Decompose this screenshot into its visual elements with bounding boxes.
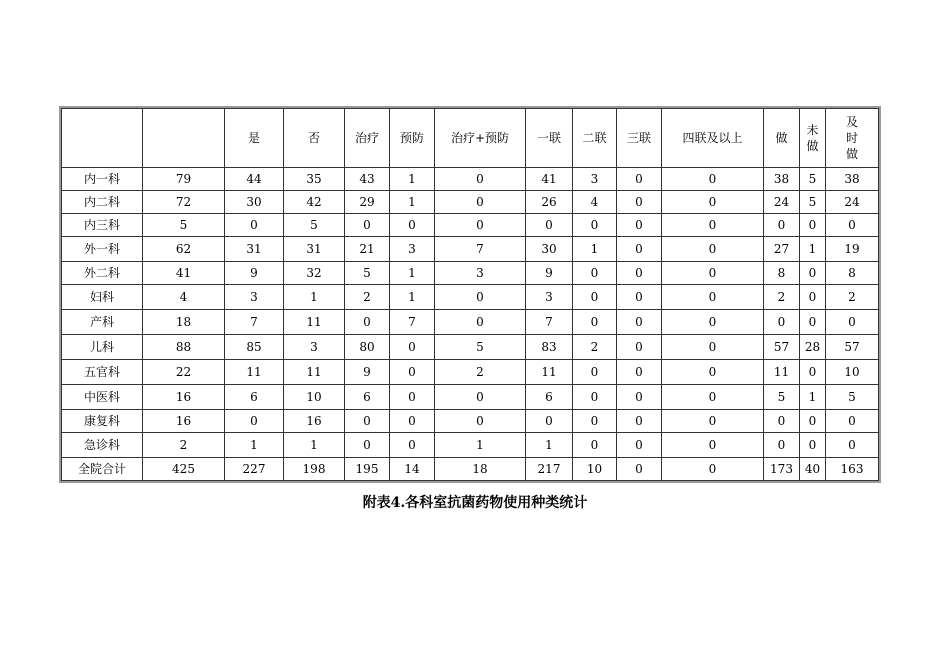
value-cell: 5 (800, 191, 826, 214)
value-cell: 173 (764, 458, 800, 481)
value-cell: 0 (662, 385, 764, 410)
value-cell: 7 (435, 237, 526, 262)
value-cell: 41 (526, 168, 573, 191)
department-cell: 外二科 (61, 262, 143, 285)
value-cell: 0 (662, 168, 764, 191)
value-cell: 1 (390, 262, 435, 285)
value-cell: 0 (800, 214, 826, 237)
value-cell: 0 (435, 285, 526, 310)
table-row (61, 237, 879, 262)
value-cell: 0 (617, 262, 662, 285)
value-cell: 0 (800, 310, 826, 335)
value-cell: 0 (390, 410, 435, 433)
value-cell: 0 (617, 237, 662, 262)
value-cell: 0 (826, 433, 879, 458)
value-cell: 5 (800, 168, 826, 191)
value-cell: 227 (225, 458, 284, 481)
value-cell: 1 (390, 285, 435, 310)
value-cell: 26 (526, 191, 573, 214)
value-cell: 10 (826, 360, 879, 385)
value-cell: 8 (826, 262, 879, 285)
table-row (61, 410, 879, 433)
value-cell: 27 (764, 237, 800, 262)
value-cell: 8 (764, 262, 800, 285)
value-cell: 1 (390, 191, 435, 214)
value-cell: 0 (573, 410, 617, 433)
value-cell: 0 (617, 310, 662, 335)
value-cell: 88 (143, 335, 225, 360)
value-cell: 24 (826, 191, 879, 214)
value-cell: 40 (800, 458, 826, 481)
header-cell: 治疗+预防 (435, 108, 526, 168)
value-cell: 1 (800, 385, 826, 410)
table-caption: 附表4.各科室抗菌药物使用种类统计 (362, 495, 588, 511)
table-row (61, 360, 879, 385)
value-cell: 4 (143, 285, 225, 310)
value-cell: 0 (390, 214, 435, 237)
header-cell-weizuo (800, 108, 826, 168)
header-cell: 二联 (573, 108, 617, 168)
value-cell: 5 (826, 385, 879, 410)
value-cell: 0 (573, 285, 617, 310)
value-cell: 11 (284, 360, 345, 385)
value-cell: 0 (662, 458, 764, 481)
header-cell: 四联及以上 (662, 108, 764, 168)
department-cell: 中医科 (61, 385, 143, 410)
value-cell: 1 (284, 285, 345, 310)
value-cell: 41 (143, 262, 225, 285)
department-cell: 妇科 (61, 285, 143, 310)
value-cell: 0 (435, 385, 526, 410)
value-cell: 0 (617, 285, 662, 310)
value-cell: 6 (225, 385, 284, 410)
value-cell: 0 (617, 191, 662, 214)
value-cell: 0 (800, 360, 826, 385)
value-cell: 4 (573, 191, 617, 214)
value-cell: 0 (573, 360, 617, 385)
department-cell: 内二科 (61, 191, 143, 214)
value-cell: 28 (800, 335, 826, 360)
value-cell: 31 (225, 237, 284, 262)
header-char: 做 (845, 147, 858, 161)
value-cell: 10 (284, 385, 345, 410)
value-cell: 1 (284, 433, 345, 458)
table-row (61, 214, 879, 237)
value-cell: 0 (800, 285, 826, 310)
value-cell: 83 (526, 335, 573, 360)
table-row (61, 285, 879, 310)
department-cell: 产科 (61, 310, 143, 335)
value-cell: 0 (764, 214, 800, 237)
value-cell: 0 (662, 410, 764, 433)
department-cell: 五官科 (61, 360, 143, 385)
value-cell: 18 (143, 310, 225, 335)
value-cell: 0 (435, 168, 526, 191)
value-cell: 9 (345, 360, 390, 385)
value-cell: 35 (284, 168, 345, 191)
value-cell: 5 (345, 262, 390, 285)
value-cell: 1 (390, 168, 435, 191)
header-cell-jishizuo (826, 108, 879, 168)
header-char: 及 (845, 115, 858, 129)
value-cell: 0 (826, 310, 879, 335)
table-row (61, 458, 879, 481)
value-cell: 0 (662, 285, 764, 310)
value-cell: 19 (826, 237, 879, 262)
value-cell: 0 (617, 458, 662, 481)
value-cell: 0 (617, 385, 662, 410)
value-cell: 0 (345, 433, 390, 458)
table-row (61, 335, 879, 360)
value-cell: 0 (617, 433, 662, 458)
header-char: 做 (806, 139, 819, 153)
department-cell: 全院合计 (61, 458, 143, 481)
value-cell: 11 (225, 360, 284, 385)
value-cell: 0 (225, 410, 284, 433)
value-cell: 57 (826, 335, 879, 360)
value-cell: 72 (143, 191, 225, 214)
header-cell: 三联 (617, 108, 662, 168)
value-cell: 0 (435, 310, 526, 335)
value-cell: 0 (573, 385, 617, 410)
value-cell: 0 (526, 214, 573, 237)
value-cell: 0 (617, 410, 662, 433)
value-cell: 0 (662, 433, 764, 458)
value-cell: 198 (284, 458, 345, 481)
value-cell: 2 (143, 433, 225, 458)
value-cell: 0 (526, 410, 573, 433)
header-cell: 治疗 (345, 108, 390, 168)
header-char: 时 (845, 131, 858, 145)
antibiotic-statistics-table (59, 106, 881, 483)
value-cell: 3 (284, 335, 345, 360)
table-row (61, 385, 879, 410)
value-cell: 3 (526, 285, 573, 310)
table-row (61, 433, 879, 458)
value-cell: 29 (345, 191, 390, 214)
value-cell: 7 (225, 310, 284, 335)
value-cell: 5 (764, 385, 800, 410)
value-cell: 11 (526, 360, 573, 385)
value-cell: 0 (617, 168, 662, 191)
header-char: 未 (806, 123, 819, 137)
value-cell: 0 (764, 433, 800, 458)
value-cell: 0 (662, 335, 764, 360)
value-cell: 2 (345, 285, 390, 310)
value-cell: 30 (225, 191, 284, 214)
table-header-row (61, 108, 879, 168)
value-cell: 0 (764, 310, 800, 335)
table-row (61, 191, 879, 214)
value-cell: 24 (764, 191, 800, 214)
value-cell: 1 (225, 433, 284, 458)
value-cell: 38 (826, 168, 879, 191)
value-cell: 0 (617, 214, 662, 237)
value-cell: 0 (435, 214, 526, 237)
value-cell: 1 (526, 433, 573, 458)
value-cell: 0 (662, 262, 764, 285)
table-row (61, 168, 879, 191)
value-cell: 62 (143, 237, 225, 262)
value-cell: 0 (826, 214, 879, 237)
header-cell (61, 108, 143, 168)
value-cell: 80 (345, 335, 390, 360)
value-cell: 5 (143, 214, 225, 237)
department-cell: 内一科 (61, 168, 143, 191)
value-cell: 0 (826, 410, 879, 433)
value-cell: 0 (800, 410, 826, 433)
value-cell: 0 (390, 433, 435, 458)
value-cell: 0 (617, 360, 662, 385)
value-cell: 7 (526, 310, 573, 335)
value-cell: 85 (225, 335, 284, 360)
value-cell: 42 (284, 191, 345, 214)
value-cell: 9 (526, 262, 573, 285)
value-cell: 43 (345, 168, 390, 191)
value-cell: 31 (284, 237, 345, 262)
value-cell: 0 (345, 410, 390, 433)
value-cell: 0 (573, 214, 617, 237)
value-cell: 22 (143, 360, 225, 385)
value-cell: 18 (435, 458, 526, 481)
value-cell: 0 (225, 214, 284, 237)
header-cell: 一联 (526, 108, 573, 168)
header-cell: 做 (764, 108, 800, 168)
value-cell: 0 (617, 335, 662, 360)
value-cell: 0 (662, 214, 764, 237)
value-cell: 9 (225, 262, 284, 285)
value-cell: 79 (143, 168, 225, 191)
header-cell: 预防 (390, 108, 435, 168)
department-cell: 外一科 (61, 237, 143, 262)
department-cell: 儿科 (61, 335, 143, 360)
value-cell: 1 (800, 237, 826, 262)
value-cell: 6 (345, 385, 390, 410)
department-cell: 内三科 (61, 214, 143, 237)
value-cell: 7 (390, 310, 435, 335)
header-cell: 是 (225, 108, 284, 168)
value-cell: 5 (435, 335, 526, 360)
value-cell: 3 (573, 168, 617, 191)
table-row (61, 262, 879, 285)
value-cell: 30 (526, 237, 573, 262)
value-cell: 0 (800, 433, 826, 458)
value-cell: 0 (800, 262, 826, 285)
value-cell: 425 (143, 458, 225, 481)
value-cell: 0 (764, 410, 800, 433)
value-cell: 0 (662, 237, 764, 262)
value-cell: 163 (826, 458, 879, 481)
value-cell: 1 (435, 433, 526, 458)
department-cell: 急诊科 (61, 433, 143, 458)
value-cell: 14 (390, 458, 435, 481)
value-cell: 0 (435, 191, 526, 214)
value-cell: 2 (826, 285, 879, 310)
header-cell (143, 108, 225, 168)
value-cell: 5 (284, 214, 345, 237)
value-cell: 2 (764, 285, 800, 310)
value-cell: 3 (435, 262, 526, 285)
value-cell: 32 (284, 262, 345, 285)
value-cell: 16 (284, 410, 345, 433)
value-cell: 217 (526, 458, 573, 481)
value-cell: 0 (345, 310, 390, 335)
value-cell: 3 (225, 285, 284, 310)
value-cell: 16 (143, 385, 225, 410)
value-cell: 0 (573, 433, 617, 458)
value-cell: 57 (764, 335, 800, 360)
value-cell: 11 (284, 310, 345, 335)
value-cell: 44 (225, 168, 284, 191)
value-cell: 0 (573, 310, 617, 335)
value-cell: 1 (573, 237, 617, 262)
value-cell: 2 (573, 335, 617, 360)
value-cell: 10 (573, 458, 617, 481)
value-cell: 21 (345, 237, 390, 262)
value-cell: 11 (764, 360, 800, 385)
department-cell: 康复科 (61, 410, 143, 433)
value-cell: 16 (143, 410, 225, 433)
value-cell: 0 (573, 262, 617, 285)
value-cell: 0 (662, 191, 764, 214)
value-cell: 2 (435, 360, 526, 385)
statistics-table-container (59, 106, 877, 483)
value-cell: 0 (390, 360, 435, 385)
value-cell: 3 (390, 237, 435, 262)
header-cell: 否 (284, 108, 345, 168)
value-cell: 0 (435, 410, 526, 433)
value-cell: 0 (390, 335, 435, 360)
value-cell: 0 (390, 385, 435, 410)
value-cell: 0 (662, 360, 764, 385)
value-cell: 195 (345, 458, 390, 481)
value-cell: 6 (526, 385, 573, 410)
value-cell: 0 (345, 214, 390, 237)
value-cell: 38 (764, 168, 800, 191)
table-row (61, 310, 879, 335)
value-cell: 0 (662, 310, 764, 335)
